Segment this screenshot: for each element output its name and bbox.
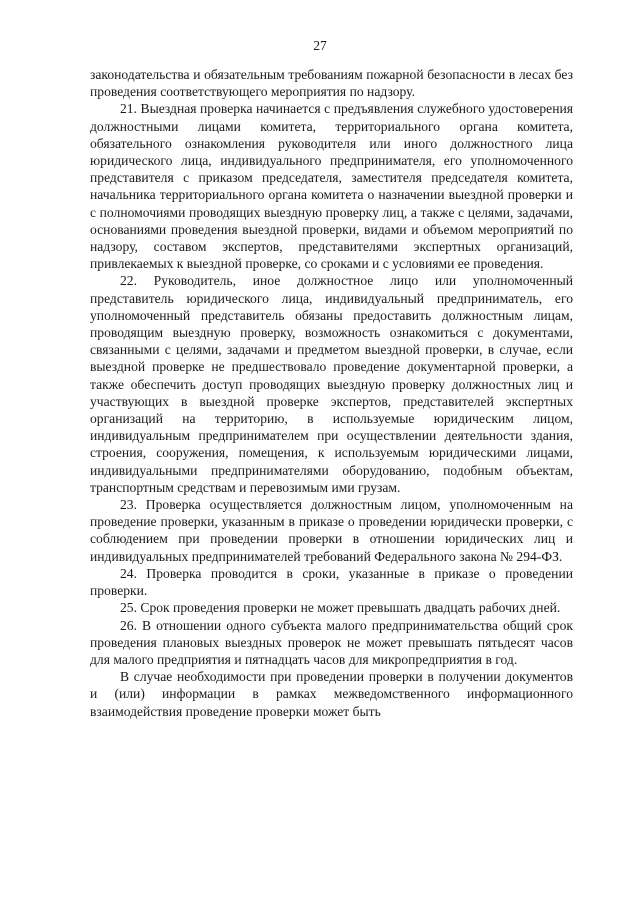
paragraph-22: 22. Руководитель, иное должностное лицо или уполномоченный представитель юридического лица, индивидуальный предприниматель, его уполномоченный представитель обязаны предоставить должностным лицам, проводящим выездную проверку, возможность ознакомиться с документами, связанными с целями, задачами и предметом выездной проверки, в случае, если выездной проверке не предшествовало проведение документарной проверки, а также обеспечить доступ проводящих выездную проверку должностных лиц и участвующих в выездной проверке экспертов, представителей экспертных организаций на территорию, в используемые юридическим лицом, индивидуальным предпринимателем при осуществлении деятельности здания, строения, сооружения, помещения, к используемым юридическими лицами, индивидуальными предпринимателями оборудованию, подобным объектам, транспортным средствам и перевозимым ими грузам. [90, 273, 573, 495]
page-number: 27 [313, 38, 327, 53]
paragraph-24: 24. Проверка проводится в сроки, указанные в приказе о проведении проверки. [90, 565, 573, 599]
paragraph-21: 21. Выездная проверка начинается с предъявления служебного удостоверения должностными лицами комитета, территориального органа комитета, обязательного ознакомления руководителя или иного должностного лица юридического лица, индивидуального предпринимателя, его уполномоченного представителя с приказом председателя, заместителя председателя комитета, начальника территориального органа комитета о назначении выездной проверки и с полномочиями проводящих выездную проверку лиц, а также с целями, задачами, основаниями проведения выездной проверки, видами и объемом мероприятий по надзору, составом экспертов, представителями экспертных организаций, привлекаемых к выездной проверке, со сроками и с условиями ее проведения. [90, 101, 573, 272]
document-body [90, 66, 573, 720]
paragraph-interagency: В случае необходимости при проведении проверки в получении документов и (или) информации в рамках межведомственного информационного взаимодействия проведение проверки может быть [90, 669, 573, 719]
paragraph-26: 26. В отношении одного субъекта малого предпринимательства общий срок проведения плановых выездных проверок не может превышать пятьдесят часов для малого предприятия и пятнадцать часов для микропредприятия в год. [90, 617, 573, 667]
paragraph-25: 25. Срок проведения проверки не может превышать двадцать рабочих дней. [120, 600, 561, 616]
paragraph-23: 23. Проверка осуществляется должностным лицом, уполномоченным на проведение проверки, указанным в приказе о проведении юридически проверки, с соблюдением при проведении проверки в отношении юридических лиц и индивидуальных предпринимателей требований Федерального закона № 294-ФЗ. [90, 497, 573, 564]
paragraph-continuation: законодательства и обязательным требованиям пожарной безопасности в лесах без проведения соответствующего мероприятия по надзору. [90, 67, 573, 100]
